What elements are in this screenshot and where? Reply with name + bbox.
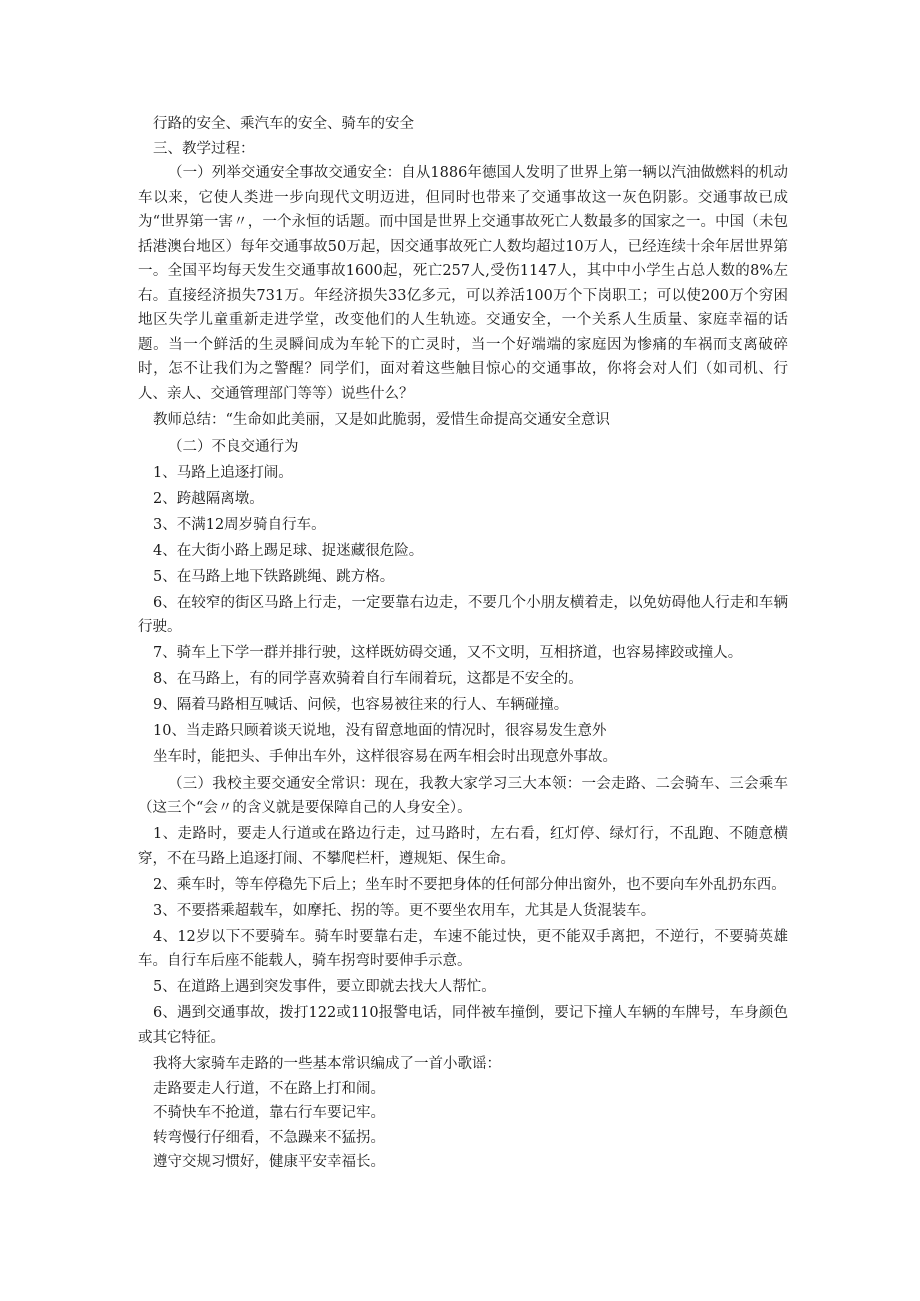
intro-line: 行路的安全、乘汽车的安全、骑车的安全 [153, 116, 414, 132]
song-line: 走路要走人行道，不在路上打和闹。 [153, 1080, 385, 1097]
song-line: 不骑快车不抢道，靠右行车要记牢。 [153, 1105, 385, 1121]
list-item: 5、在道路上遇到突发事件，要立即就去找大人帮忙。 [153, 979, 496, 995]
list-item: 4、12岁以下不要骑车。骑车时要靠右走，车速不能过快，更不能双手离把，不逆行，不要骑英雄车。自行车后座不能载人，骑车拐弯时要伸手示意。 [138, 928, 788, 969]
list-item: 4、在大街小路上踢足球、捉迷藏很危险。 [153, 542, 424, 559]
list-item: 坐车时，能把头、手伸出车外，这样很容易在两车相会时出现意外事故。 [153, 749, 617, 765]
list-item: 3、不满12周岁骑自行车。 [153, 516, 326, 533]
teacher-summary: 教师总结：“生命如此美丽，又是如此脆弱，爱惜生命提高交通安全意识 [153, 412, 610, 428]
document-page [138, 112, 788, 1175]
part3-intro: （三）我校主要交通安全常识：现在，我教大家学习三大本领：一会走路、二会骑车、三会乘车（这三个“会〃的含义就是要保障自己的人身安全）。 [138, 775, 788, 816]
list-item: 1、走路时，要走人行道或在路边行走，过马路时，左右看，红灯停、绿灯行，不乱跑、不随意横穿，不在马路上追逐打闹、不攀爬栏杆，遵规矩、保生命。 [138, 826, 788, 867]
song-line: 转弯慢行仔细看，不急躁来不猛拐。 [153, 1129, 385, 1146]
section-title: 三、教学过程： [153, 140, 255, 157]
list-item: 10、当走路只顾着谈天说地，没有留意地面的情况时，很容易发生意外 [153, 723, 607, 739]
list-item: 8、在马路上，有的同学喜欢骑着自行车闹着玩，这都是不安全的。 [153, 671, 583, 687]
part2-title: （二）不良交通行为 [168, 438, 299, 455]
list-item: 5、在马路上地下铁路跳绳、跳方格。 [153, 568, 395, 585]
list-item: 6、在较窄的街区马路上行走，一定要靠右边走，不要几个小朋友横着走，以免妨碍他人行走和车辆行驶。 [138, 594, 788, 635]
song-line: 遵守交规习惯好，健康平安幸福长。 [153, 1154, 385, 1170]
song-intro: 我将大家骑车走路的一些基本常识编成了一首小歌谣： [153, 1056, 501, 1072]
list-item: 3、不要搭乘超载车，如摩托、拐的等。更不要坐农用车，尤其是人货混装车。 [153, 902, 656, 919]
list-item: 7、骑车上下学一群并排行驶，这样既妨碍交通，又不文明，互相挤道，也容易摔跤或撞人。 [153, 645, 743, 661]
list-item: 9、隔着马路相互喊话、问候，也容易被往来的行人、车辆碰撞。 [153, 697, 569, 713]
list-item: 2、乘车时，等车停稳先下后上；坐车时不要把身体的任何部分伸出窗外，也不要向车外乱扔东西。 [153, 876, 786, 893]
list-item: 6、遇到交通事故，拨打122或110报警电话，同伴被车撞倒，要记下撞人车辆的车牌号，车身颜色或其它特征。 [138, 1005, 788, 1046]
list-item: 1、马路上追逐打闹。 [153, 464, 293, 481]
part1-paragraph: （一）列举交通安全事故交通安全：自从1886年德国人发明了世界上第一辆以汽油做燃料的机动车以来，它使人类进一步向现代文明迈进，但同时也带来了交通事故这一灰色阴影。交通事故已成为“世界第一害〃，一个永恒的话题。而中国是世界上交通事故死亡人数最多的国家之一。中国（未包括港澳台地区）每年交通事故50万起，因交通事故死亡人数均超过10万人，已经连续十余年居世界第一。全国平均每天发生交通事故1600起，死亡257人,受伤1147人，其中中小学生占总人数的8%左右。直接经济损失731万。年经济损失33亿多元，可以养活100万个下岗职工；可以使200万个穷困地区失学儿童重新走进学堂，改变他们的人生轨迹。交通安全，一个关系人生质量、家庭幸福的话题。当一个鲜活的生灵瞬间成为车轮下的亡灵时，当一个好端端的家庭因为惨痛的车祸而支离破碎时，怎不让我们为之警醒？同学们，面对着这些触目惊心的交通事故，你将会对人们（如司机、行人、亲人、交通管理部门等等）说些什么？ [138, 165, 788, 402]
list-item: 2、跨越隔离墩。 [153, 490, 264, 507]
